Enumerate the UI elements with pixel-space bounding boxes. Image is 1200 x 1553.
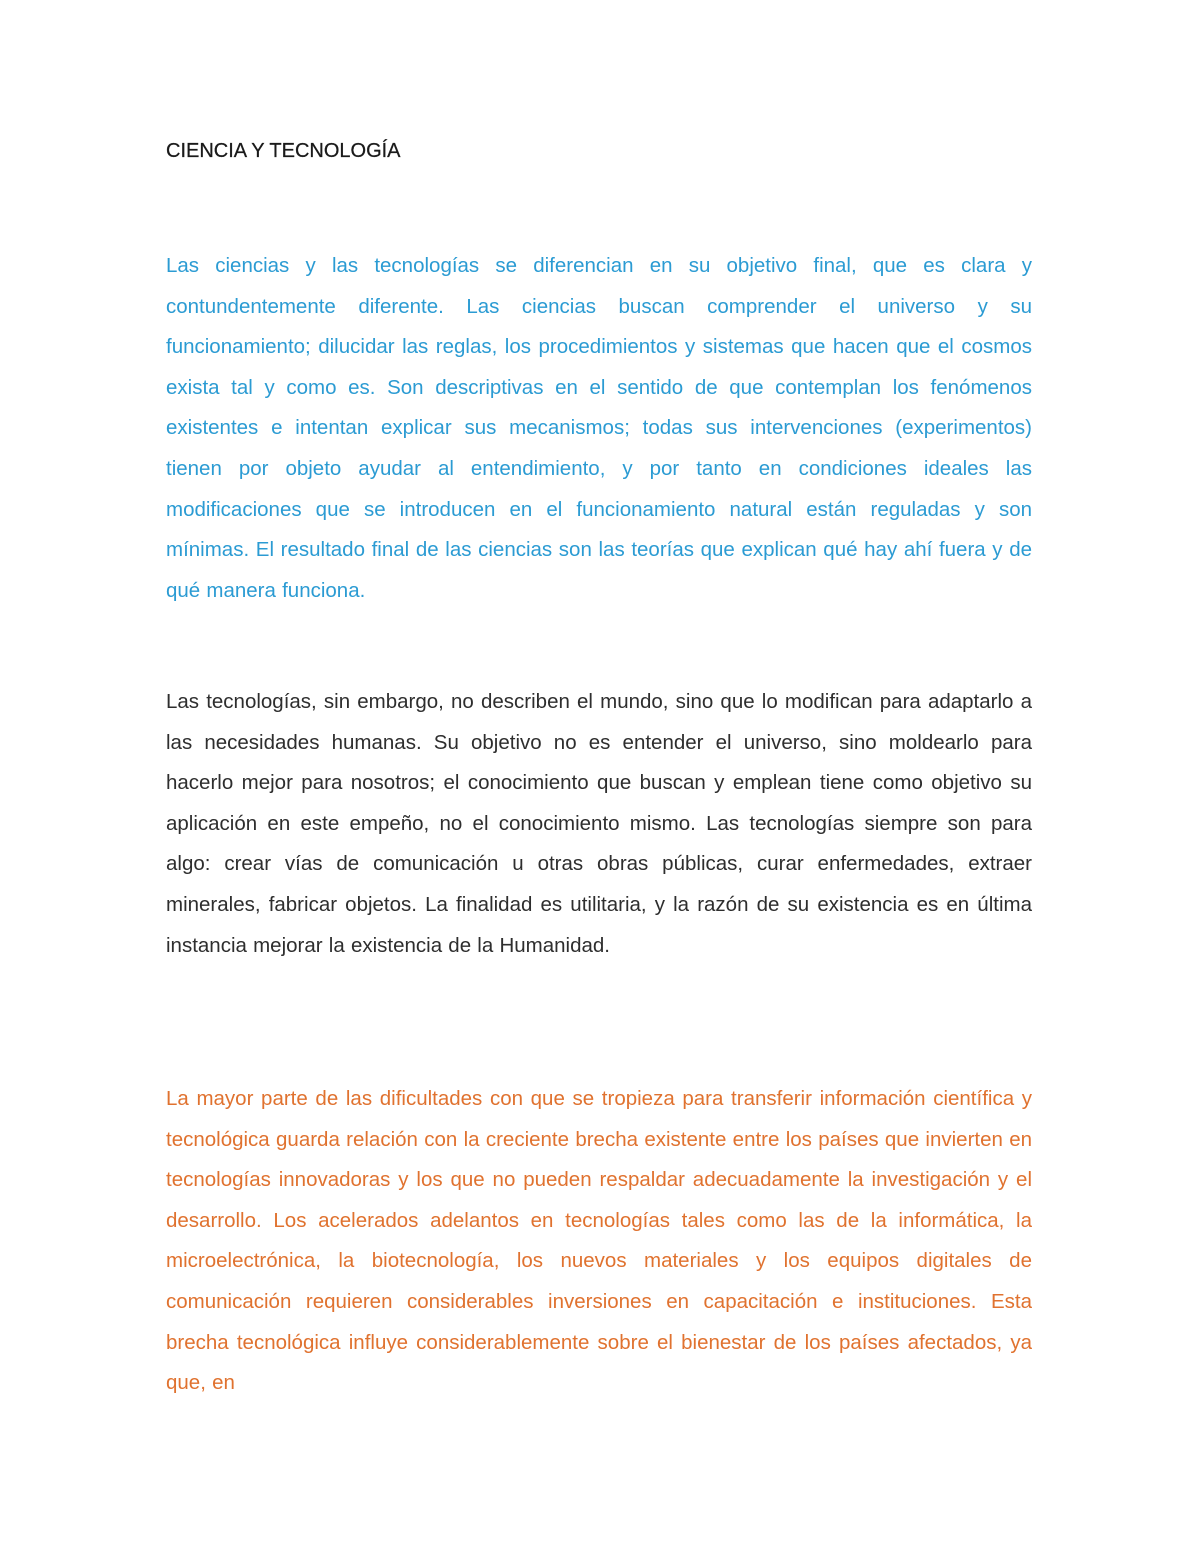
paragraph-tecnologias: Las tecnologías, sin embargo, no describen el mundo, sino que lo modifican para adaptarlo a las necesidades humanas. Su objetivo no es entender el universo, sino moldearlo para hacerlo mejor para nosotros; el conocimiento que buscan y emplean tiene como objetivo su aplicación en este empeño, no el conocimiento mismo. Las tecnologías siempre son para algo: crear vías de comunicación u otras obras públicas, curar enfermedades, extraer minerales, fabricar objetos. La finalidad es utilitaria, y la razón de su existencia es en última instancia mejorar la existencia de la Humanidad. (166, 690, 1032, 957)
paragraph-ciencias: Las ciencias y las tecnologías se diferencian en su objetivo final, que es clara y contundentemente diferente. Las ciencias buscan comprender el universo y su funcionamiento; dilucidar las reglas, los procedimientos y sistemas que hacen que el cosmos exista tal y como es. Son descriptivas en el sentido de que contemplan los fenómenos existentes e intentan explicar sus mecanismos; todas sus intervenciones (experimentos) tienen por objeto ayudar al entendimiento, y por tanto en condiciones ideales las modificaciones que se introducen en el funcionamiento natural están reguladas y son mínimas. El resultado final de las ciencias son las teorías que explican qué hay ahí fuera y de qué manera funciona. (166, 254, 1032, 602)
paragraph-brecha-tecnologica: La mayor parte de las dificultades con que se tropieza para transferir información científica y tecnológica guarda relación con la creciente brecha existente entre los países que invierten en tecnologías innovadoras y los que no pueden respaldar adecuadamente la investigación y el desarrollo. Los acelerados adelantos en tecnologías tales como las de la informática, la microelectrónica, la biotecnología, los nuevos materiales y los equipos digitales de comunicación requieren considerables inversiones en capacitación e instituciones. Esta brecha tecnológica influye considerablemente sobre el bienestar de los países afectados, ya que, en (166, 1087, 1032, 1395)
page-title: CIENCIA Y TECNOLOGÍA (166, 140, 401, 162)
